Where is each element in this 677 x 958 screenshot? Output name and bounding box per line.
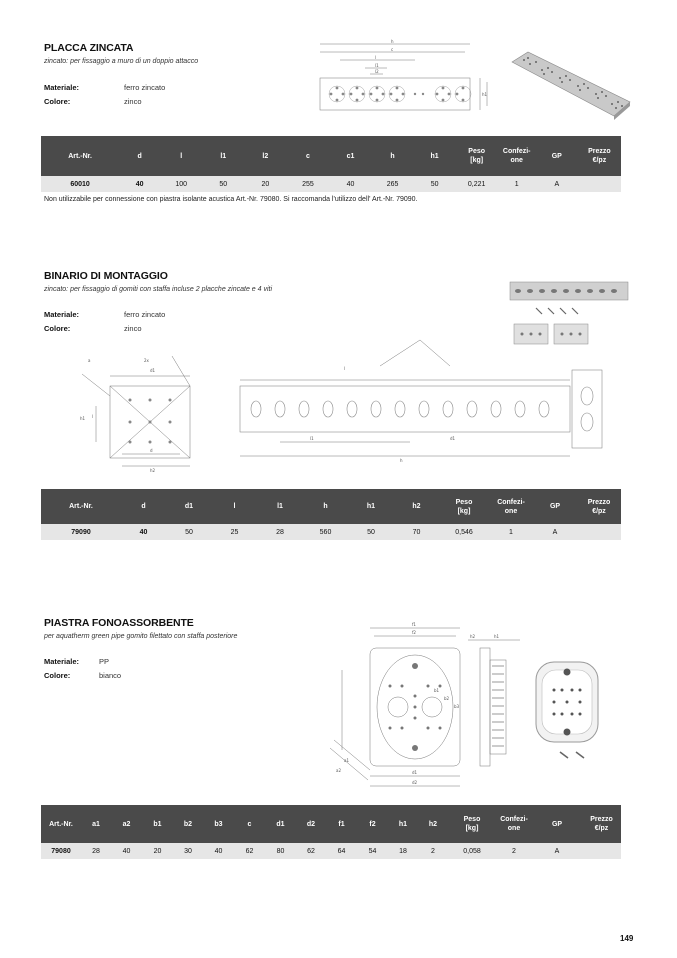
- col-header: Prezzo €/pz: [578, 136, 621, 176]
- col-header: h1: [388, 805, 418, 843]
- table-cell: 2: [418, 843, 448, 859]
- rail-dim-label: h: [400, 458, 403, 463]
- rail-dim-label: l: [344, 366, 346, 371]
- piastra-material-label: Materiale:: [44, 657, 80, 666]
- table-header-row: [41, 489, 621, 524]
- table-cell: 28: [81, 843, 111, 859]
- placca-spec-table: [41, 136, 621, 192]
- col-header: c1: [329, 136, 371, 176]
- table-cell: 79090: [41, 524, 121, 540]
- page-number: 149: [620, 934, 634, 943]
- acoustic-dim-label: d1: [412, 770, 418, 775]
- col-header: b1: [142, 805, 173, 843]
- acoustic-dim-label: a1: [344, 758, 349, 763]
- acoustic-dim-label: b2: [444, 696, 450, 701]
- table-cell: 50: [166, 524, 212, 540]
- placca-technical-drawing: [315, 38, 495, 118]
- col-header: Art.-Nr.: [41, 489, 121, 524]
- col-header: GP: [532, 805, 582, 843]
- table-cell: 0,546: [439, 524, 489, 540]
- table-cell: 50: [202, 176, 244, 192]
- acoustic-dim-label: d2: [412, 780, 418, 785]
- table-cell: 20: [244, 176, 286, 192]
- col-header: h1: [414, 136, 456, 176]
- table-cell: 20: [142, 843, 173, 859]
- col-header: h: [372, 136, 414, 176]
- piastra-material-value: PP: [99, 657, 110, 666]
- col-header: h1: [348, 489, 394, 524]
- col-header: Peso [kg]: [456, 136, 498, 176]
- rail-dim-label: h1: [80, 416, 86, 421]
- col-header: d: [119, 136, 160, 176]
- placca-color-label: Colore:: [44, 97, 71, 106]
- table-cell: 1: [498, 176, 536, 192]
- table-header-row: [41, 805, 621, 843]
- table-cell: 40: [329, 176, 371, 192]
- table-cell: 18: [388, 843, 418, 859]
- piastra-technical-drawing: [330, 620, 530, 795]
- plate-dim-label: h1: [482, 92, 488, 97]
- plate-dim-label: h: [391, 39, 394, 44]
- table-header-row: [41, 136, 621, 176]
- placca-color-value: zinco: [124, 97, 142, 106]
- col-header: l: [160, 136, 202, 176]
- binario-subtitle: zincato: per fissaggio di gomiti con staffa incluse 2 placche zincate e 4 viti: [44, 286, 273, 293]
- col-header: Confezi- one: [496, 805, 532, 843]
- rail-dim-label: d1: [450, 436, 456, 441]
- piastra-product-image: [532, 660, 602, 765]
- table-row: [41, 176, 621, 192]
- plate-dim-label: l: [375, 55, 377, 60]
- table-cell: 560: [303, 524, 348, 540]
- table-cell: 25: [212, 524, 257, 540]
- rail-dim-label: l: [92, 414, 94, 419]
- placca-material-value: ferro zincato: [124, 83, 166, 92]
- rail-dim-label: d: [150, 448, 153, 453]
- table-cell: 0,221: [456, 176, 498, 192]
- piastra-subtitle: per aquatherm green pipe gomito filettato con staffa posteriore: [44, 633, 238, 640]
- table-cell: 60010: [41, 176, 119, 192]
- col-header: Peso [kg]: [448, 805, 496, 843]
- acoustic-dim-label: h1: [494, 634, 500, 639]
- placca-product-image: [508, 50, 633, 120]
- plate-dim-label: c: [391, 47, 394, 52]
- rail-dim-label: 2x: [144, 358, 149, 363]
- col-header: b3: [203, 805, 234, 843]
- col-header: GP: [536, 136, 578, 176]
- table-cell: 50: [414, 176, 456, 192]
- plate-dim-label: l1: [375, 63, 379, 68]
- col-header: Confezi- one: [498, 136, 536, 176]
- table-cell: 265: [372, 176, 414, 192]
- placca-title: PLACCA ZINCATA: [44, 42, 134, 54]
- col-header: GP: [533, 489, 577, 524]
- col-header: f1: [326, 805, 357, 843]
- table-cell: 62: [234, 843, 265, 859]
- table-cell: 50: [348, 524, 394, 540]
- col-header: l1: [257, 489, 303, 524]
- table-cell: [582, 843, 621, 859]
- col-header: Confezi- one: [489, 489, 533, 524]
- col-header: l: [212, 489, 257, 524]
- piastra-color-value: bianco: [99, 671, 122, 680]
- table-row: [41, 843, 621, 859]
- binario-material-label: Materiale:: [44, 310, 80, 319]
- acoustic-dim-label: b1: [434, 688, 440, 693]
- col-header: a2: [111, 805, 142, 843]
- col-header: l1: [202, 136, 244, 176]
- table-row: [41, 524, 621, 540]
- rail-dim-label: l1: [310, 436, 314, 441]
- col-header: h2: [394, 489, 439, 524]
- piastra-title: PIASTRA FONOASSORBENTE: [44, 617, 194, 629]
- piastra-spec-table: [41, 805, 621, 859]
- col-header: Peso [kg]: [439, 489, 489, 524]
- binario-material-value: ferro zincato: [124, 310, 166, 319]
- table-cell: 40: [119, 176, 160, 192]
- table-cell: A: [536, 176, 578, 192]
- rail-dim-label: a: [88, 358, 91, 363]
- acoustic-dim-label: b3: [454, 704, 460, 709]
- table-cell: 79080: [41, 843, 81, 859]
- col-header: Art.-Nr.: [41, 805, 81, 843]
- table-cell: 2: [496, 843, 532, 859]
- col-header: a1: [81, 805, 111, 843]
- table-cell: [578, 176, 621, 192]
- col-header: b2: [173, 805, 203, 843]
- table-cell: 62: [296, 843, 326, 859]
- piastra-color-label: Colore:: [44, 671, 71, 680]
- table-cell: 255: [286, 176, 329, 192]
- col-header: Prezzo €/pz: [577, 489, 621, 524]
- table-cell: 0,058: [448, 843, 496, 859]
- acoustic-dim-label: a2: [336, 768, 341, 773]
- col-header: h2: [418, 805, 448, 843]
- rail-dim-label: h2: [150, 468, 156, 473]
- binario-color-label: Colore:: [44, 324, 71, 333]
- col-header: d: [121, 489, 166, 524]
- table-cell: [577, 524, 621, 540]
- table-cell: 28: [257, 524, 303, 540]
- table-cell: 1: [489, 524, 533, 540]
- table-cell: 64: [326, 843, 357, 859]
- acoustic-dim-label: f1: [412, 622, 416, 627]
- table-cell: 100: [160, 176, 202, 192]
- col-header: f2: [357, 805, 388, 843]
- table-cell: 40: [203, 843, 234, 859]
- table-cell: 80: [265, 843, 296, 859]
- col-header: Prezzo €/pz: [582, 805, 621, 843]
- col-header: c: [286, 136, 329, 176]
- binario-title: BINARIO DI MONTAGGIO: [44, 270, 168, 282]
- col-header: d2: [296, 805, 326, 843]
- placca-material-label: Materiale:: [44, 83, 80, 92]
- binario-spec-table: [41, 489, 621, 540]
- plate-dim-label: l2: [375, 69, 379, 74]
- table-cell: 54: [357, 843, 388, 859]
- col-header: c: [234, 805, 265, 843]
- binario-color-value: zinco: [124, 324, 142, 333]
- table-cell: 40: [111, 843, 142, 859]
- table-cell: A: [532, 843, 582, 859]
- col-header: h: [303, 489, 348, 524]
- table-cell: 70: [394, 524, 439, 540]
- table-cell: 30: [173, 843, 203, 859]
- placca-note: Non utilizzabile per connessione con piastra isolante acustica Art.-Nr. 79080. Si raccomanda l'utilizzo dell' Art.-Nr. 79090.: [44, 196, 418, 203]
- binario-technical-drawing: [80, 336, 620, 476]
- placca-subtitle: zincato: per fissaggio a muro di un doppio attacco: [44, 58, 199, 65]
- col-header: Art.-Nr.: [41, 136, 119, 176]
- acoustic-dim-label: h2: [470, 634, 476, 639]
- table-cell: A: [533, 524, 577, 540]
- col-header: l2: [244, 136, 286, 176]
- table-cell: 40: [121, 524, 166, 540]
- rail-dim-label: d1: [150, 368, 156, 373]
- col-header: d1: [166, 489, 212, 524]
- col-header: d1: [265, 805, 296, 843]
- acoustic-dim-label: f2: [412, 630, 416, 635]
